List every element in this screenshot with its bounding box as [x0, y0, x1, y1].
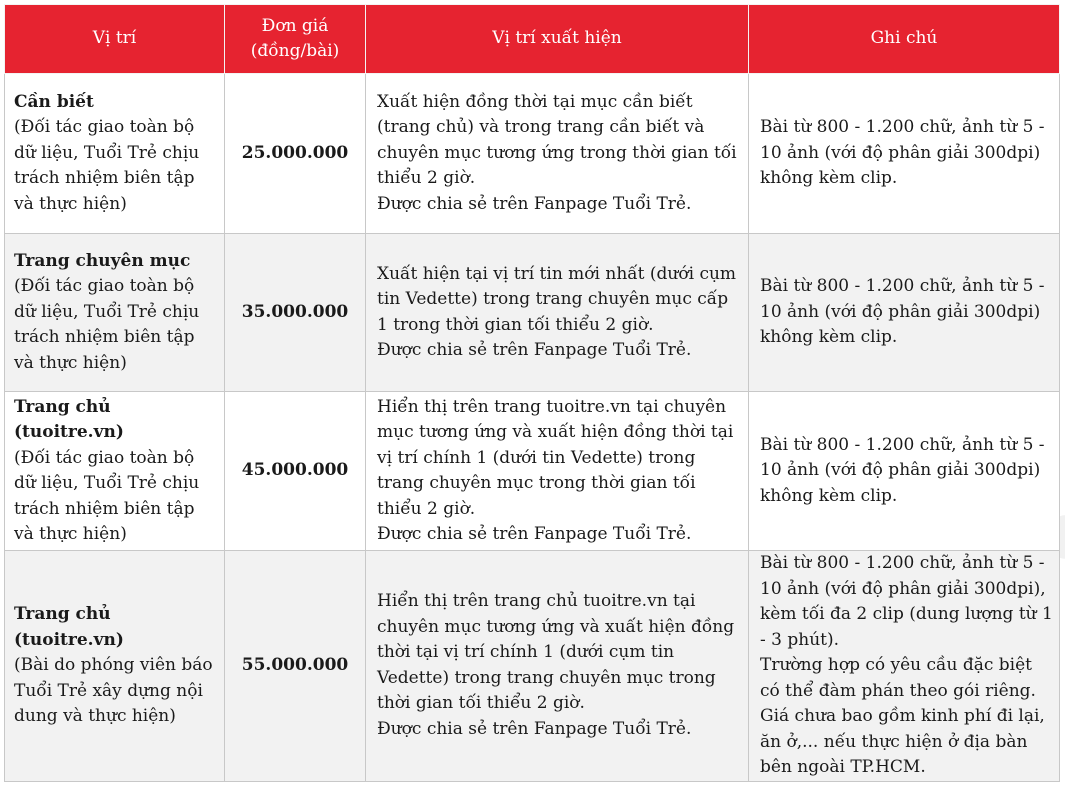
position-title: Trang chủ — [14, 396, 111, 417]
position-title: Trang chuyên mục — [14, 250, 191, 271]
position-cell — [5, 551, 225, 782]
position-title: Cần biết — [14, 91, 94, 112]
price-cell: 55.000.000 — [225, 551, 366, 782]
appearance-text: Xuất hiện tại vị trí tin mới nhất (dưới cụm tin Vedette) trong trang chuyên mục cấp 1 trong thời gian tối thiểu 2 giờ. — [377, 263, 737, 335]
header-price-line1: Đơn giá — [261, 15, 329, 36]
note-extra: Trường hợp có yêu cầu đặc biệt có thể đàm phán theo gói riêng. — [760, 655, 1036, 701]
appearance-cell — [366, 74, 749, 234]
note-cell — [749, 551, 1060, 782]
position-desc: (Đối tác giao toàn bộ dữ liệu, Tuổi Trẻ chịu trách nhiệm biên tập và thực hiện) — [14, 276, 200, 373]
appearance-cell — [366, 234, 749, 392]
position-desc: (Bài do phóng viên báo Tuổi Trẻ xây dựng nội dung và thực hiện) — [14, 655, 213, 726]
note-extra2: Giá chưa bao gồm kinh phí đi lại, ăn ở,... nếu thực hiện ở địa bàn bên ngoài TP.HCM. — [760, 706, 1045, 777]
appearance-text: Hiển thị trên trang tuoitre.vn tại chuyên mục tương ứng và xuất hiện đồng thời tại vị trí chính 1 (dưới tin Vedette) trong trang chuyên mục trong thời gian tối thiểu 2 giờ. — [377, 396, 734, 519]
appearance-cell — [366, 551, 749, 782]
appearance-share: Được chia sẻ trên Fanpage Tuổi Trẻ. — [377, 193, 692, 214]
table-row — [5, 551, 1060, 782]
price-cell: 25.000.000 — [225, 74, 366, 234]
appearance-text: Hiển thị trên trang chủ tuoitre.vn tại chuyên mục tương ứng và xuất hiện đồng thời tại vị trí chính 1 (dưới cụm tin Vedette) trong trang chuyên mục trong thời gian tối thiểu 2 giờ. — [377, 591, 735, 714]
appearance-text: Xuất hiện đồng thời tại mục cần biết (trang chủ) và trong trang cần biết và chuyên mục tương ứng trong thời gian tối thiểu 2 giờ. — [377, 91, 737, 189]
appearance-share: Được chia sẻ trên Fanpage Tuổi Trẻ. — [377, 524, 692, 544]
header-position: Vị trí — [5, 5, 225, 74]
position-desc: (Đối tác giao toàn bộ dữ liệu, Tuổi Trẻ chịu trách nhiệm biên tập và thực hiện) — [14, 447, 200, 544]
position-title-line2: (tuoitre.vn) — [14, 629, 124, 650]
position-title: Trang chủ — [14, 604, 111, 624]
position-cell — [5, 392, 225, 551]
appearance-share: Được chia sẻ trên Fanpage Tuổi Trẻ. — [377, 340, 692, 360]
note-cell: Bài từ 800 - 1.200 chữ, ảnh từ 5 - 10 ảnh (với độ phân giải 300dpi) không kèm clip. — [749, 392, 1060, 551]
header-price — [225, 5, 366, 74]
note-cell: Bài từ 800 - 1.200 chữ, ảnh từ 5 - 10 ảnh (với độ phân giải 300dpi) không kèm clip. — [749, 74, 1060, 234]
header-price-line2: (đồng/bài) — [250, 41, 340, 61]
appearance-share: Được chia sẻ trên Fanpage Tuổi Trẻ. — [377, 718, 692, 739]
header-appearance: Vị trí xuất hiện — [366, 5, 749, 74]
position-cell — [5, 74, 225, 234]
note-cell: Bài từ 800 - 1.200 chữ, ảnh từ 5 - 10 ảnh (với độ phân giải 300dpi) không kèm clip. — [749, 234, 1060, 392]
table-header-row — [5, 5, 1060, 74]
price-cell: 35.000.000 — [225, 234, 366, 392]
table-row — [5, 392, 1060, 551]
table-row — [5, 234, 1060, 392]
table-row — [5, 74, 1060, 234]
appearance-cell — [366, 392, 749, 551]
header-note: Ghi chú — [749, 5, 1060, 74]
pricing-table — [4, 4, 1060, 782]
position-cell — [5, 234, 225, 392]
note-text: Bài từ 800 - 1.200 chữ, ảnh từ 5 - 10 ảnh (với độ phân giải 300dpi), kèm tối đa 2 clip (dung lượng từ 1 - 3 phút). — [760, 553, 1053, 650]
position-title-line2: (tuoitre.vn) — [14, 422, 124, 442]
price-cell: 45.000.000 — [225, 392, 366, 551]
position-desc: (Đối tác giao toàn bộ dữ liệu, Tuổi Trẻ chịu trách nhiệm biên tập và thực hiện) — [14, 117, 200, 214]
